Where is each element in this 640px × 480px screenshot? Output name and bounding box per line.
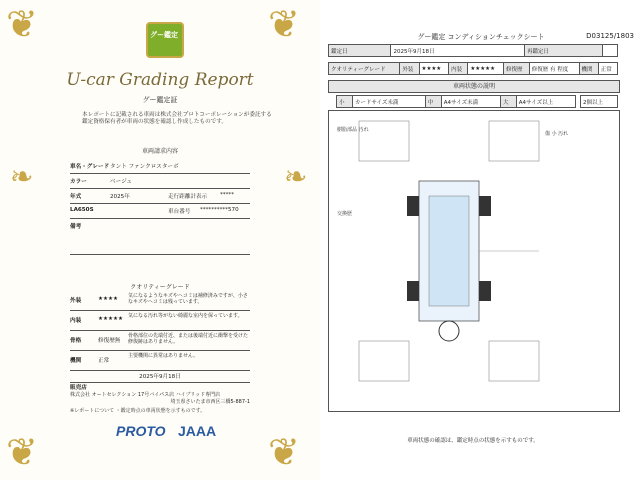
field-value: タント ファンクロスターボ xyxy=(110,164,179,170)
field-row xyxy=(70,220,250,255)
document-number: D03125/1803 xyxy=(586,32,634,40)
size-legend xyxy=(336,95,576,108)
flourish-top-left: ❦ xyxy=(6,2,38,46)
sheet-title: グー鑑定 コンディションチェックシート xyxy=(417,33,545,41)
grade-stars: ★★★★★ xyxy=(98,316,124,322)
flourish-right: ❧ xyxy=(284,160,308,193)
field-label: LA650S xyxy=(70,207,94,213)
field-row xyxy=(70,160,250,174)
vehicle-diagram xyxy=(328,110,620,412)
grade-row xyxy=(70,312,250,331)
flourish-bottom-right: ❦ xyxy=(268,430,300,474)
car-outline-svg xyxy=(329,111,619,411)
seller-name: 株式会社 オートセレクション 17号バイパス店 ハイブリッド専門店 xyxy=(70,392,221,398)
field-label: 年式 xyxy=(70,194,82,200)
seller-address: 埼玉県さいたま市西区三橋5-887-1 xyxy=(170,399,250,405)
engine-value: 正常 xyxy=(598,63,617,75)
grade-row xyxy=(70,292,250,311)
field-label: カラー xyxy=(70,179,87,185)
diagram-note: 交換歴 xyxy=(337,211,353,217)
goo-badge xyxy=(146,22,184,58)
parts-value: 2個以上 xyxy=(581,96,618,108)
intro-text: 本レポートに記載される車両は株式会社プロトコーポレーションが委託する鑑定資格保有者が車両の状態を確認し作成したものです。 xyxy=(82,112,272,126)
parts-count xyxy=(580,95,618,108)
field-extra-value: **********570 xyxy=(200,207,239,213)
seller-label: 販売店 xyxy=(70,382,250,391)
field-label: 車名・グレード xyxy=(70,164,110,170)
date-value: 2025年9月18日 xyxy=(391,45,525,57)
grade-key: 機関 xyxy=(70,358,82,364)
int-value: ★★★★★ xyxy=(468,63,504,75)
field-value: ベージュ xyxy=(110,179,133,185)
grade-row xyxy=(70,332,250,351)
size-key: 大 xyxy=(500,96,516,108)
date-table xyxy=(328,44,618,57)
field-extra-value: ***** xyxy=(220,192,234,198)
field-label: 備考 xyxy=(70,224,82,230)
flourish-bottom-left: ❦ xyxy=(6,430,38,474)
issue-date: 2025年9月18日 xyxy=(139,374,181,380)
grade-key: 外装 xyxy=(70,298,82,304)
grade-stars: 修復歴無 xyxy=(98,338,121,344)
grade-desc: 気になるようなキズやヘコミは補修済みですが、小さなキズやヘコミは残っています。 xyxy=(128,293,248,306)
ext-label: 外装 xyxy=(400,63,419,75)
proto-logo: PROTO xyxy=(116,423,166,439)
field-row xyxy=(70,205,250,219)
size-desc: A4サイズ以上 xyxy=(516,96,575,108)
grade-desc: 主要機関に異常はありません。 xyxy=(128,353,199,359)
size-desc: A4サイズ未満 xyxy=(441,96,500,108)
certificate-heading: グー鑑定証 xyxy=(142,96,178,104)
frame-value: 修復歴 有 程度 xyxy=(529,63,579,75)
grade-row xyxy=(70,352,250,371)
size-key: 小 xyxy=(337,96,353,108)
flourish-top-right: ❦ xyxy=(268,2,300,46)
report-title: U-car Grading Report xyxy=(66,70,254,90)
field-row xyxy=(70,175,250,189)
grade-table xyxy=(328,62,618,75)
field-row xyxy=(70,190,250,204)
ext-value: ★★★★ xyxy=(419,63,449,75)
grade-stars: ★★★★ xyxy=(98,296,119,302)
diagram-note: 樹脂部品 汚れ xyxy=(337,127,369,133)
flourish-left: ❧ xyxy=(10,160,34,193)
frame-label: 修復歴 xyxy=(503,63,529,75)
badge-label: グー鑑定 xyxy=(150,31,178,39)
grade-key: 内装 xyxy=(70,318,82,324)
size-desc: カードサイズ未満 xyxy=(352,96,425,108)
field-value: 2025年 xyxy=(110,194,130,200)
quality-label: クオリティーグレード xyxy=(329,63,400,75)
grade-key: 骨格 xyxy=(70,338,82,344)
re-date-value xyxy=(603,45,618,57)
jaaa-logo: JAAA xyxy=(178,423,217,439)
issue-block xyxy=(70,372,250,405)
grade-stars: 正常 xyxy=(98,358,110,364)
diagram-note: 傷 小 汚れ xyxy=(545,131,569,137)
explain-heading: 車両状態の説明 xyxy=(328,80,620,93)
notes: ※レポートについて ・鑑定時点の車両状態を示すものです。 xyxy=(70,408,206,414)
field-extra-label: 走行距離計表示 xyxy=(168,194,208,200)
grade-desc: 骨格部位の先端付近、または後端付近に衝撃を受けた修復跡はありません。 xyxy=(128,333,249,346)
date-label: 鑑定日 xyxy=(329,45,391,57)
grade-heading: クオリティーグレード xyxy=(130,284,190,291)
field-extra-label: 車台番号 xyxy=(168,209,191,215)
grade-desc: 気になる汚れ等がない綺麗な室内を保っています。 xyxy=(128,313,243,319)
size-key: 中 xyxy=(425,96,441,108)
sheet-footer: 車両状態の確認は、鑑定時点の状態を示すものです。 xyxy=(407,438,539,444)
int-label: 内装 xyxy=(449,63,468,75)
engine-label: 機関 xyxy=(579,63,598,75)
re-date-label: 再鑑定日 xyxy=(525,45,603,57)
vehicle-section-heading: 車両請求内容 xyxy=(141,148,178,155)
